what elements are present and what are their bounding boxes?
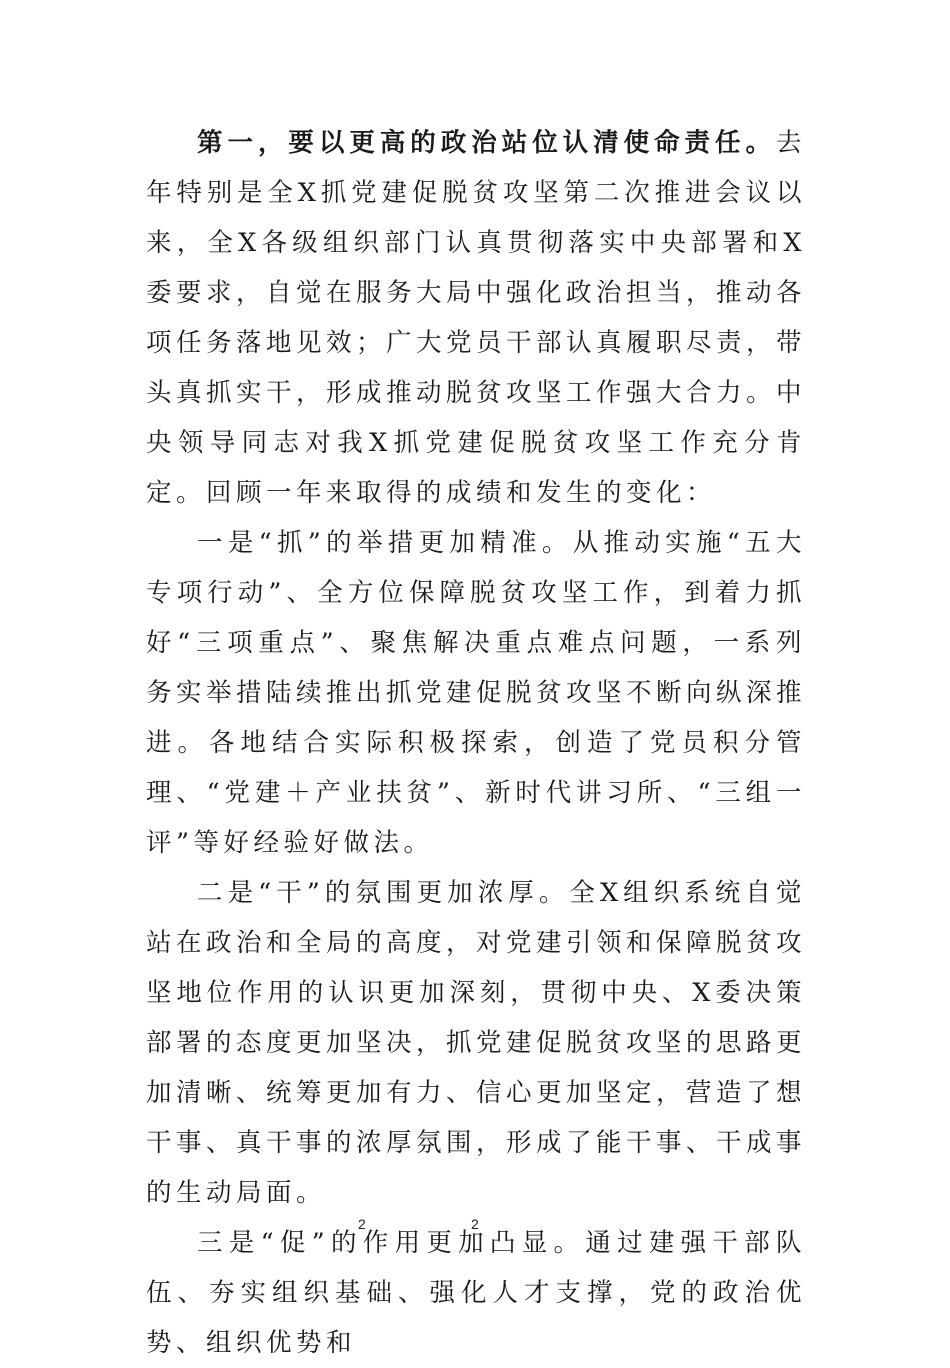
paragraph-4: 三是“促”的作用更加凸显。通过建强干部队伍、夯实组织基础、强化人才支撑，党的政治优势、组织优势和 <box>146 1228 806 1358</box>
paragraph-1 <box>146 118 806 518</box>
paragraph-2: 一是“抓”的举措更加精准。从推动实施“五大专项行动”、全方位保障脱贫攻坚工作，到着力抓好“三项重点”、聚焦解决重点难点问题，一系列务实举措陆续推出抓党建促脱贫攻坚不断向纵深推进。各地结合实际积极探索，创造了党员积分管理、“党建＋产业扶贫”、新时代讲习所、“三组一评”等好经验好做法。 <box>146 528 807 858</box>
page-number-left: 2 <box>358 1216 366 1232</box>
paragraph-3: 二是“干”的氛围更加浓厚。全X组织系统自觉站在政治和全局的高度，对党建引领和保障脱贫攻坚地位作用的认识更加深刻，贯彻中央、X委决策部署的态度更加坚决，抓党建促脱贫攻坚的思路更加清晰、统筹更加有力、信心更加坚定，营造了想干事、真干事的浓厚氛围，形成了能干事、干成事的生动局面。 <box>146 878 807 1208</box>
paragraph-1-text: 去年特别是全X抓党建促脱贫攻坚第二次推进会议以来，全X各级组织部门认真贯彻落实中央部署和X委要求，自觉在服务大局中强化政治担当，推动各项任务落地见效；广大党员干部认真履职尽责，带头真抓实干，形成推动脱贫攻坚工作强大合力。中央领导同志对我X抓党建促脱贫攻坚工作充分肯定。回顾一年来取得的成绩和发生的变化： <box>146 128 807 508</box>
document-body <box>146 118 806 1368</box>
paragraph-1-lead: 第一，要以更高的政治站位认清使命责任。 <box>197 128 776 158</box>
page-number-right: 2 <box>471 1216 479 1232</box>
